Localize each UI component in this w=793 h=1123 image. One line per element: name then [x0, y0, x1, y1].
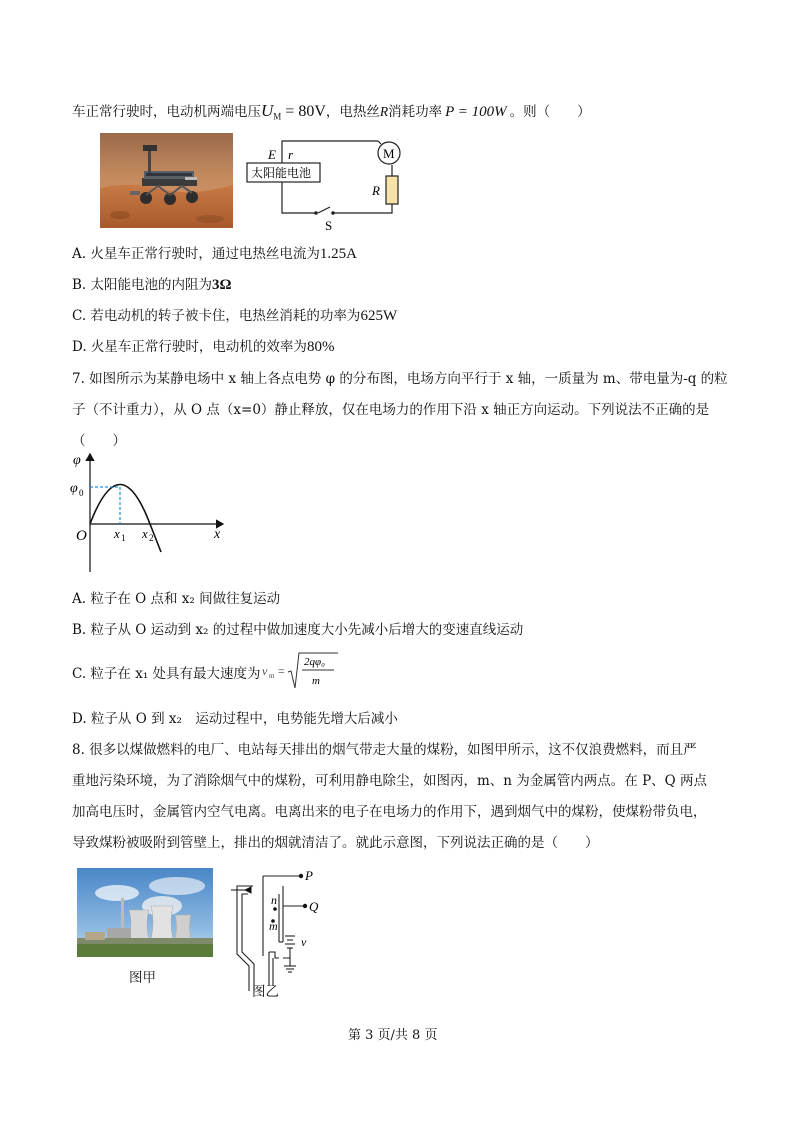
figure-jia-caption: 图甲: [129, 970, 156, 986]
svg-text:1: 1: [121, 533, 126, 543]
battery-label: 太阳能电池: [251, 166, 312, 180]
power-plant-photo: [77, 868, 213, 957]
label-m: m: [269, 919, 278, 933]
q6-option-b: B. 太阳能电池的内阻为3Ω: [72, 277, 232, 293]
mars-rover-photo: [100, 133, 233, 228]
svg-text:=: =: [278, 664, 285, 678]
phi0-label: φ: [70, 481, 78, 496]
circuit-diagram: [240, 133, 410, 233]
q6-option-a: A. 火星车正常行驶时，通过电热丝电流为1.25A: [72, 246, 357, 262]
svg-text:m: m: [269, 672, 275, 680]
q7-option-a: A. 粒子在 O 点和 x₂ 间做往复运动: [72, 591, 281, 607]
q7-option-d: D. 粒子从 O 到 x₂ 运动过程中，电势能先增大后减小: [72, 711, 398, 727]
page-footer: 第 3 页/共 8 页: [348, 1028, 438, 1043]
label-E: E: [268, 147, 276, 162]
x2-label: x: [142, 526, 148, 541]
q8-stem-line2: 重地污染环境，为了消除烟气中的煤粉，可利用静电除尘，如图丙，m、n 为金属管内两点。在 P、Q 两点: [72, 773, 708, 789]
figure-yi-caption: 图乙: [252, 984, 279, 1000]
q6-stem: 车正常行驶时，电动机两端电压$U_M = 80V$，电热丝R消耗功率 P = 100W 。则（ ）: [72, 101, 591, 122]
svg-text:0: 0: [79, 488, 84, 498]
label-n: n: [271, 893, 277, 907]
label-R: R: [372, 183, 380, 198]
q7-option-c: C. 粒子在 x₁ 处具有最大速度为: [72, 666, 261, 682]
wire-bottom-right: [334, 204, 392, 213]
wire-bottom-left: [282, 182, 315, 213]
label-v: v: [301, 935, 307, 949]
wire-top: [282, 141, 378, 163]
q6-option-d: D. 火星车正常行驶时，电动机的效率为80%: [72, 339, 335, 355]
svg-text:v: v: [262, 664, 268, 678]
x-label: x: [214, 527, 221, 542]
q7-option-b: B. 粒子从 O 运动到 x₂ 的过程中做加速度大小先减小后增大的变速直线运动: [72, 622, 524, 638]
phi-label: φ: [73, 453, 81, 468]
origin-label: O: [76, 528, 87, 544]
q8-stem-line3: 加高电压时，金属管内空气电离。电离出来的电子在电场力的作用下，遇到烟气中的煤粉，使煤粉带负电，: [72, 804, 707, 820]
q7-stem-line2: 子（不计重力），从 O 点（x=0）静止释放，仅在电场力的作用下沿 x 轴正方向运动。下列说法不正确的是: [72, 402, 710, 418]
motor-label: M: [383, 146, 395, 161]
svg-text:2: 2: [149, 533, 154, 543]
label-P: P: [305, 868, 313, 883]
label-r: r: [288, 147, 294, 162]
svg-text:2qφ₀: 2qφ₀: [304, 656, 325, 668]
q8-stem-line1: 8. 很多以煤做燃料的电厂、电站每天排出的烟气带走大量的煤粉，如图甲所示，这不仅浪费燃料，而且严: [72, 742, 697, 758]
max-velocity-formula: [258, 650, 343, 692]
switch-blade: [318, 207, 330, 213]
q7-stem-line3: （ ）: [72, 433, 126, 449]
x1-label: x: [114, 526, 120, 541]
q7-stem-line1: 7. 如图所示为某静电场中 x 轴上各点电势 φ 的分布图，电场方向平行于 x 轴，一质量为 m、带电量为-q 的粒: [72, 371, 728, 387]
um-symbol: U: [261, 101, 274, 120]
svg-text:m: m: [312, 675, 320, 687]
label-Q: Q: [309, 899, 319, 914]
q8-stem-line4: 导致煤粉被吸附到管壁上，排出的烟就清洁了。就此示意图，下列说法正确的是（ ）: [72, 835, 599, 851]
resistor-R: [386, 176, 398, 204]
q6-option-c: C. 若电动机的转子被卡住，电热丝消耗的功率为625W: [72, 308, 398, 324]
label-S: S: [325, 218, 333, 233]
potential-graph: [68, 448, 233, 576]
